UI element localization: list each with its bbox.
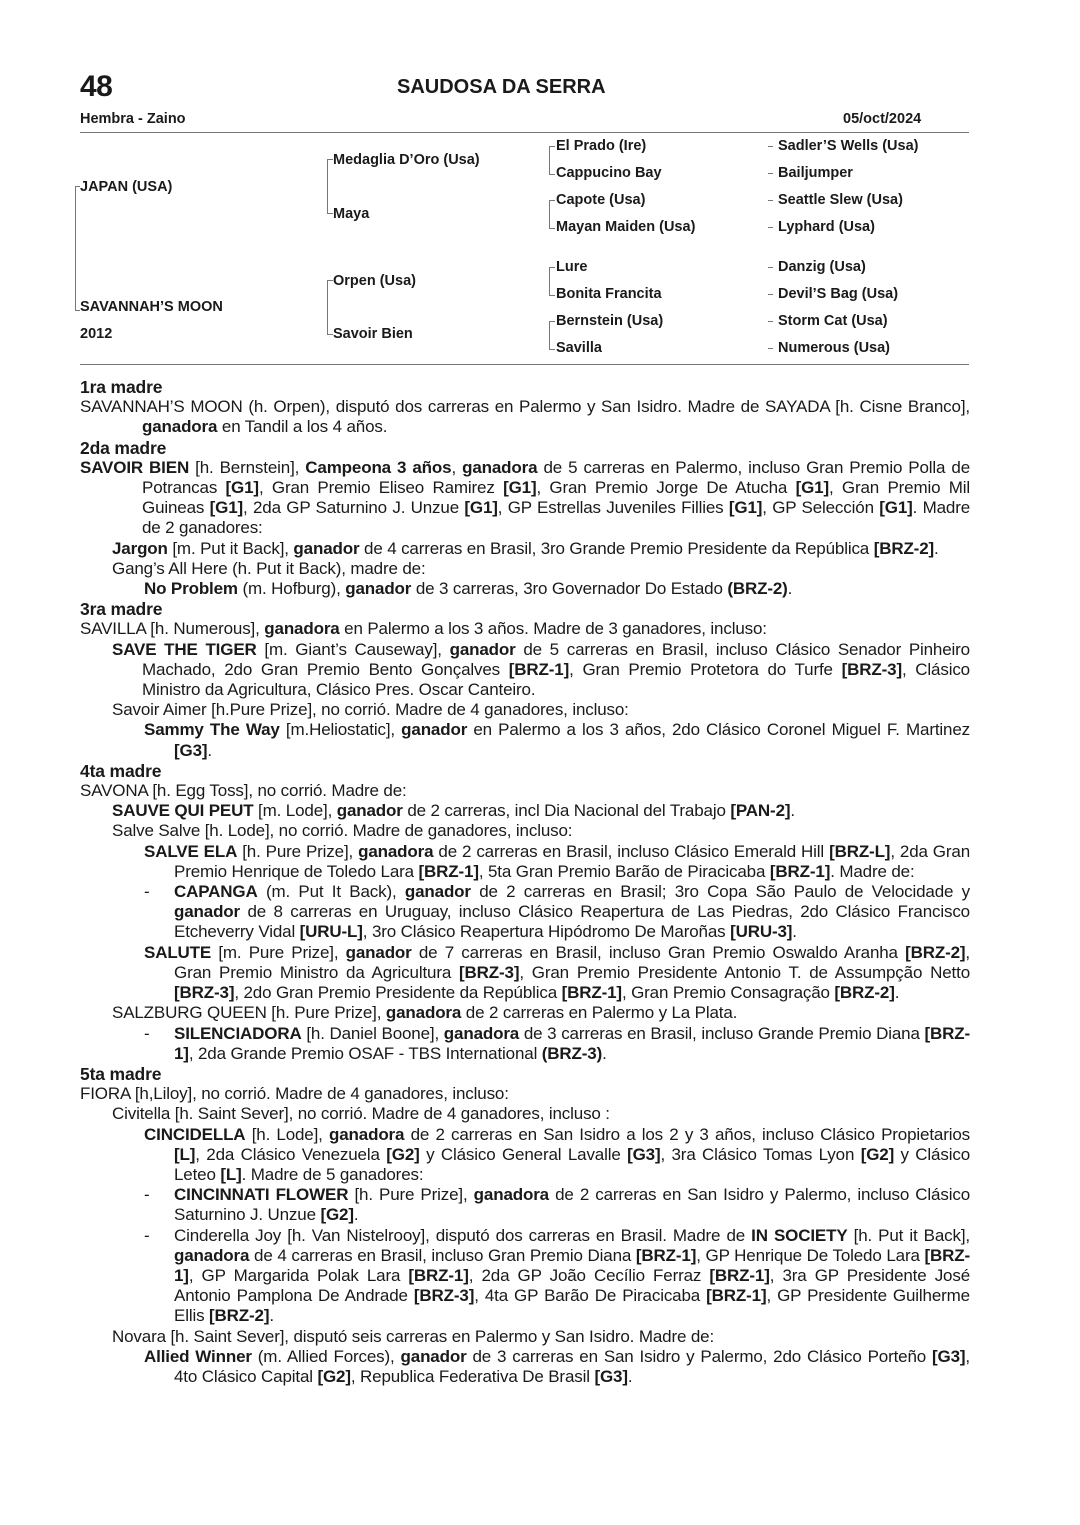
pedigree-g4-8: Numerous (Usa)	[778, 340, 890, 356]
bracket-tick	[75, 186, 80, 187]
pedigree-g3-6: Bonita Francita	[556, 286, 662, 302]
dash-mark	[768, 267, 773, 268]
page-number: 48	[80, 70, 113, 103]
family-entry: - CINCINNATI FLOWER [h. Pure Prize], ganadora de 2 carreras en San Isidro y Palermo, incluso Clásico Saturnino J. Unzue [G2].	[144, 1185, 970, 1225]
generation-heading: 4ta madre	[80, 760, 162, 781]
dash-mark	[768, 348, 773, 349]
bracket-g3-line	[549, 321, 555, 350]
pedigree-g3-3: Capote (Usa)	[556, 192, 646, 208]
family-entry: SALVE ELA [h. Pure Prize], ganadora de 2 carreras en Brasil, incluso Clásico Emerald Hill [BRZ-L], 2da Gran Premio Henrique de Toledo Lara [BRZ-1], 5ta Gran Premio Barão de Piracicaba [BRZ-1]. Madre de:	[144, 841, 971, 881]
bracket-g3-line	[549, 200, 555, 229]
dash-mark	[768, 200, 773, 201]
bracket-line	[75, 186, 76, 310]
pedigree-g4-4: Lyphard (Usa)	[778, 219, 875, 235]
dash-mark	[768, 173, 773, 174]
family-entry: Savoir Aimer [h.Pure Prize], no corrió. Madre de 4 ganadores, incluso:	[112, 700, 629, 720]
horse-name-title: SAUDOSA DA SERRA	[397, 76, 606, 98]
pedigree-g4-5: Danzig (Usa)	[778, 259, 866, 275]
bracket-g3-line	[549, 267, 555, 296]
sex-color: Hembra - Zaino	[80, 111, 186, 127]
family-entry: CINCIDELLA [h. Lode], ganadora de 2 carreras en San Isidro a los 2 y 3 años, incluso Clásico Propietarios [L], 2da Clásico Venezuela [G2] y Clásico General Lavalle [G3], 3ra Clásico Tomas Lyon [G2] y Clásico Leteo [L]. Madre de 5 ganadores:	[144, 1124, 970, 1184]
family-entry: Civitella [h. Saint Sever], no corrió. Madre de 4 ganadores, incluso :	[112, 1104, 610, 1124]
pedigree-g3-1: El Prado (Ire)	[556, 138, 647, 154]
dash-mark	[768, 146, 773, 147]
generation-heading: 2da madre	[80, 437, 167, 458]
pedigree-g4-3: Seattle Slew (Usa)	[778, 192, 903, 208]
family-entry: SALUTE [m. Pure Prize], ganador de 7 carreras en Brasil, incluso Gran Premio Oswaldo Aranha [BRZ-2], Gran Premio Ministro da Agricultura [BRZ-3], Gran Premio Presidente Antonio T. de Assumpção Netto [BRZ-3], 2do Gran Premio Presidente da República [BRZ-1], Gran Premio Consagração [BRZ-2].	[144, 942, 970, 1003]
pedigree-g3-4: Mayan Maiden (Usa)	[556, 219, 696, 235]
pedigree-g3-7: Bernstein (Usa)	[556, 313, 664, 329]
family-entry: Sammy The Way [m.Heliostatic], ganador en Palermo a los 3 años, 2do Clásico Coronel Miguel F. Martinez [G3].	[144, 720, 970, 760]
pedigree-g2-2: Maya	[333, 206, 370, 222]
bracket-g3-line	[549, 146, 555, 175]
report-date: 05/oct/2024	[843, 111, 922, 127]
pedigree-g4-6: Devil’S Bag (Usa)	[778, 286, 899, 302]
family-entry: SAVANNAH’S MOON (h. Orpen), disputó dos carreras en Palermo y San Isidro. Madre de SAYADA [h. Cisne Branco], ganadora en Tandil a los 4 años.	[80, 397, 970, 437]
family-section	[80, 377, 970, 1387]
family-entry: No Problem (m. Hofburg), ganador de 3 carreras, 3ro Governador Do Estado (BRZ-2).	[144, 579, 793, 599]
family-entry: - CAPANGA (m. Put It Back), ganador de 2 carreras en Brasil; 3ro Copa São Paulo de Velocidade y ganador de 8 carreras en Uruguay, incluso Clásico Reapertura de Las Piedras, 2do Clásico Francisco Etcheverry Vidal [URU-L], 3ro Clásico Reapertura Hipódromo De Maroñas [URU-3].	[144, 882, 971, 942]
dash-mark	[768, 227, 773, 228]
family-entry: SAUVE QUI PEUT [m. Lode], ganador de 2 carreras, incl Dia Nacional del Trabajo [PAN-2].	[112, 801, 795, 821]
pedigree-g4-7: Storm Cat (Usa)	[778, 313, 888, 329]
family-entry: SAVE THE TIGER [m. Giant’s Causeway], ganador de 5 carreras en Brasil, incluso Clásico Senador Pinheiro Machado, 2do Gran Premio Bento Gonçalves [BRZ-1], Gran Premio Protetora do Turfe [BRZ-3], Clásico Ministro da Agricultura, Clásico Pres. Oscar Canteiro.	[112, 639, 970, 700]
family-entry: - Cinderella Joy [h. Van Nistelrooy], disputó dos carreras en Brasil. Madre de IN SOCIETY [h. Put it Back], ganadora de 4 carreras en Brasil, incluso Gran Premio Diana [BRZ-1], GP Henrique De Toledo Lara [BRZ-1], GP Margarida Polak Lara [BRZ-1], 2da GP João Cecílio Ferraz [BRZ-1], 3ra GP Presidente José Antonio Pamplona De Andrade [BRZ-3], 4ta GP Barão De Piracicaba [BRZ-1], GP Presidente Guilherme Ellis [BRZ-2].	[144, 1225, 971, 1326]
pedigree-g4-1: Sadler’S Wells (Usa)	[778, 138, 919, 154]
dash-mark	[768, 294, 773, 295]
header-rule	[80, 132, 969, 133]
pedigree-g3-2: Cappucino Bay	[556, 165, 662, 181]
pedigree-rule	[80, 364, 969, 365]
family-entry: - SILENCIADORA [h. Daniel Boone], ganadora de 3 carreras en Brasil, incluso Grande Premio Diana [BRZ-1], 2da Grande Premio OSAF - TBS International (BRZ-3).	[144, 1023, 971, 1063]
family-entry: Novara [h. Saint Sever], disputó seis carreras en Palermo y San Isidro. Madre de:	[112, 1326, 715, 1346]
dash-mark	[768, 321, 773, 322]
pedigree-g2-1: Medaglia D’Oro (Usa)	[333, 152, 480, 168]
family-entry: Gang’s All Here (h. Put it Back), madre de:	[112, 558, 426, 578]
family-entry: SAVONA [h. Egg Toss], no corrió. Madre de:	[80, 781, 407, 801]
pedigree-g2-3: Orpen (Usa)	[333, 273, 416, 289]
family-entry: Jargon [m. Put it Back], ganador de 4 carreras en Brasil, 3ro Grande Premio Presidente da República [BRZ-2].	[112, 538, 939, 558]
generation-heading: 5ta madre	[80, 1063, 162, 1084]
pedigree-sire: JAPAN (USA)	[80, 179, 173, 195]
family-entry: FIORA [h,Liloy], no corrió. Madre de 4 ganadores, incluso:	[80, 1084, 509, 1104]
generation-heading: 3ra madre	[80, 599, 163, 620]
pedigree-g3-8: Savilla	[556, 340, 602, 356]
family-entry: Salve Salve [h. Lode], no corrió. Madre de ganadores, incluso:	[112, 821, 573, 841]
family-entry: Allied Winner (m. Allied Forces), ganador de 3 carreras en San Isidro y Palermo, 2do Clásico Porteño [G3], 4to Clásico Capital [G2], Republica Federativa De Brasil [G3].	[144, 1346, 970, 1386]
pedigree-g2-4: Savoir Bien	[333, 326, 413, 342]
family-entry: SAVILLA [h. Numerous], ganadora en Palermo a los 3 años. Madre de 3 ganadores, incluso:	[80, 619, 767, 639]
generation-heading: 1ra madre	[80, 377, 163, 397]
pedigree-dam-year: 2012	[80, 326, 113, 342]
bracket-tick	[75, 310, 80, 311]
family-entry: SALZBURG QUEEN [h. Pure Prize], ganadora de 2 carreras en Palermo y La Plata.	[112, 1003, 738, 1023]
family-entry: SAVOIR BIEN [h. Bernstein], Campeona 3 años, ganadora de 5 carreras en Palermo, incluso Gran Premio Polla de Potrancas [G1], Gran Premio Eliseo Ramirez [G1], Gran Premio Jorge De Atucha [G1], Gran Premio Mil Guineas [G1], 2da GP Saturnino J. Unzue [G1], GP Estrellas Juveniles Fillies [G1], GP Selección [G1]. Madre de 2 ganadores:	[80, 457, 971, 538]
pedigree-dam: SAVANNAH’S MOON	[80, 299, 223, 315]
pedigree-g3-5: Lure	[556, 259, 588, 275]
pedigree-g4-2: Bailjumper	[778, 165, 853, 181]
